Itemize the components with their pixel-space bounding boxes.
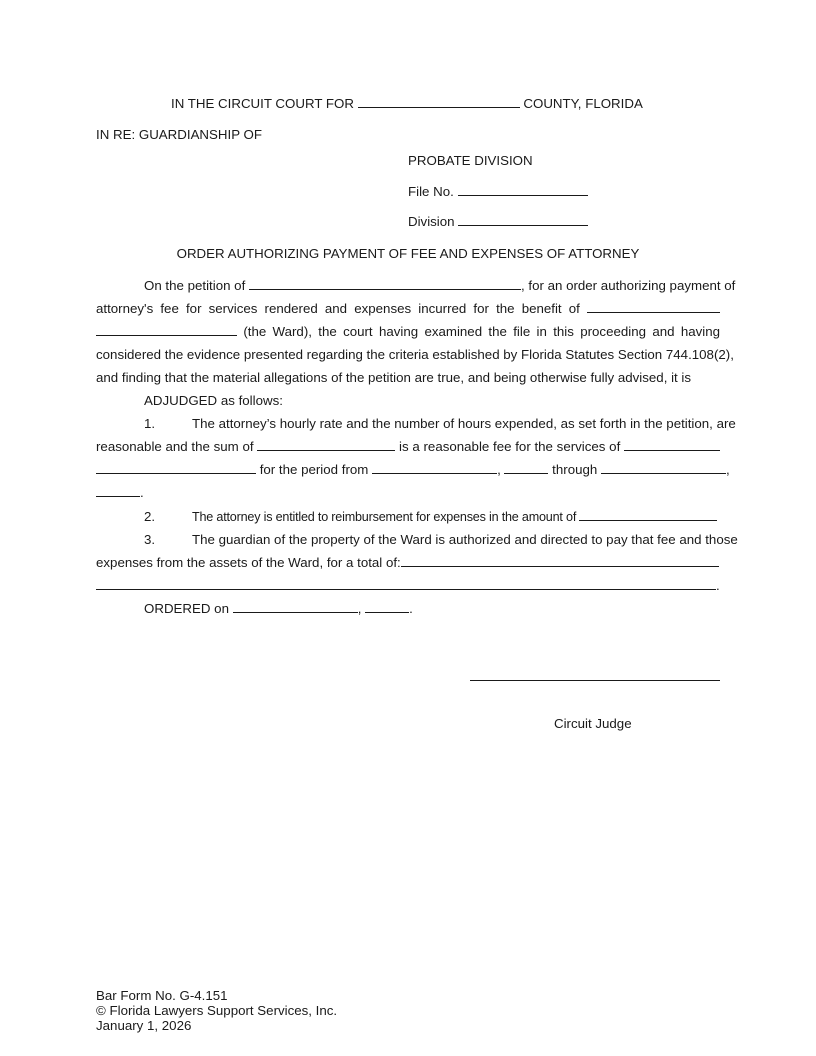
- item3-line1: The guardian of the property of the Ward is authorized and directed to pay that fee and those: [192, 532, 738, 547]
- judge-signature-line[interactable]: [470, 680, 720, 681]
- ordered-sep: ,: [357, 601, 362, 616]
- total-amount-blank-1[interactable]: [401, 555, 719, 567]
- item1-number: 1.: [144, 416, 156, 431]
- ordered-end: .: [409, 601, 413, 616]
- footer-date: January 1, 2026: [96, 1018, 192, 1033]
- file-no-blank[interactable]: [458, 184, 588, 196]
- item1-line4: [96, 483, 720, 503]
- item1-line3: [96, 460, 730, 480]
- court-suffix: COUNTY, FLORIDA: [523, 96, 643, 111]
- probate-division: PROBATE DIVISION: [408, 153, 533, 168]
- fee-amount-blank[interactable]: [257, 439, 395, 451]
- division-blank[interactable]: [458, 214, 588, 226]
- total-amount-blank-2[interactable]: [96, 578, 716, 590]
- services-of-blank-2[interactable]: [96, 462, 256, 474]
- footer-form-no: Bar Form No. G-4.151: [96, 988, 228, 1003]
- item2-text: The attorney is entitled to reimbursement for expenses in the amount of: [192, 510, 577, 524]
- expenses-amount-blank[interactable]: [579, 509, 717, 521]
- court-prefix: IN THE CIRCUIT COURT FOR: [171, 96, 354, 111]
- item1-line1: The attorney’s hourly rate and the number of hours expended, as set forth in the petition, are: [192, 416, 736, 431]
- item1-c2: ,: [497, 462, 501, 477]
- item3-end: .: [716, 578, 720, 593]
- adjudged-heading: ADJUDGED as follows:: [144, 393, 283, 408]
- footer-copyright: © Florida Lawyers Support Services, Inc.: [96, 1003, 338, 1018]
- para1-line1: [144, 276, 736, 296]
- para1-line2: [96, 299, 720, 319]
- item1-b1: reasonable and the sum of: [96, 439, 254, 454]
- p1-a: On the petition of: [144, 278, 246, 293]
- item3-line3: [96, 576, 720, 596]
- item1-c1: for the period from: [259, 462, 369, 477]
- ward-blank-1[interactable]: [587, 301, 720, 313]
- period-through-year-blank[interactable]: [96, 485, 140, 497]
- item3-b: expenses from the assets of the Ward, for a total of:: [96, 555, 401, 570]
- in-re-caption: IN RE: GUARDIANSHIP OF: [96, 127, 262, 142]
- item1-b2: is a reasonable fee for the services of: [399, 439, 621, 454]
- ordered-line: [144, 599, 720, 619]
- item1-line2: [96, 437, 720, 457]
- court-heading: [171, 96, 643, 111]
- item2-line: [192, 507, 720, 527]
- item3-line2: [96, 553, 720, 573]
- file-no-label: File No.: [408, 184, 454, 199]
- item1-c3: through: [552, 462, 598, 477]
- county-blank[interactable]: [358, 96, 520, 108]
- para1-line3: [96, 322, 720, 342]
- division-label: Division: [408, 214, 455, 229]
- ordered-date-blank[interactable]: [233, 601, 358, 613]
- ordered-label: ORDERED on: [144, 601, 229, 616]
- services-of-blank-1[interactable]: [624, 439, 720, 451]
- file-no-field: [408, 184, 588, 199]
- item2-number: 2.: [144, 509, 156, 524]
- item1-d: .: [140, 485, 144, 500]
- period-from-year-blank[interactable]: [504, 462, 548, 474]
- para1-line4: considered the evidence presented regarding the criteria established by Florida Statutes Section 744.108(2),: [96, 347, 734, 362]
- period-from-date-blank[interactable]: [372, 462, 497, 474]
- signature-title: Circuit Judge: [554, 716, 632, 731]
- p1-b: , for an order authorizing payment of: [520, 278, 736, 293]
- ordered-year-blank[interactable]: [365, 601, 409, 613]
- p1-c: attorney's fee for services rendered and expenses incurred for the benefit of: [96, 301, 580, 316]
- item1-c4: ,: [725, 462, 730, 477]
- p1-d: (the Ward), the court having examined the file in this proceeding and having: [243, 324, 720, 339]
- ward-blank-2[interactable]: [96, 324, 237, 336]
- period-through-date-blank[interactable]: [601, 462, 726, 474]
- order-title: ORDER AUTHORIZING PAYMENT OF FEE AND EXPENSES OF ATTORNEY: [176, 246, 640, 261]
- para1-line5: and finding that the material allegations of the petition are true, and being otherwise fully advised, it is: [96, 370, 692, 385]
- item3-number: 3.: [144, 532, 156, 547]
- division-field: [408, 214, 588, 229]
- petitioner-blank[interactable]: [249, 278, 521, 290]
